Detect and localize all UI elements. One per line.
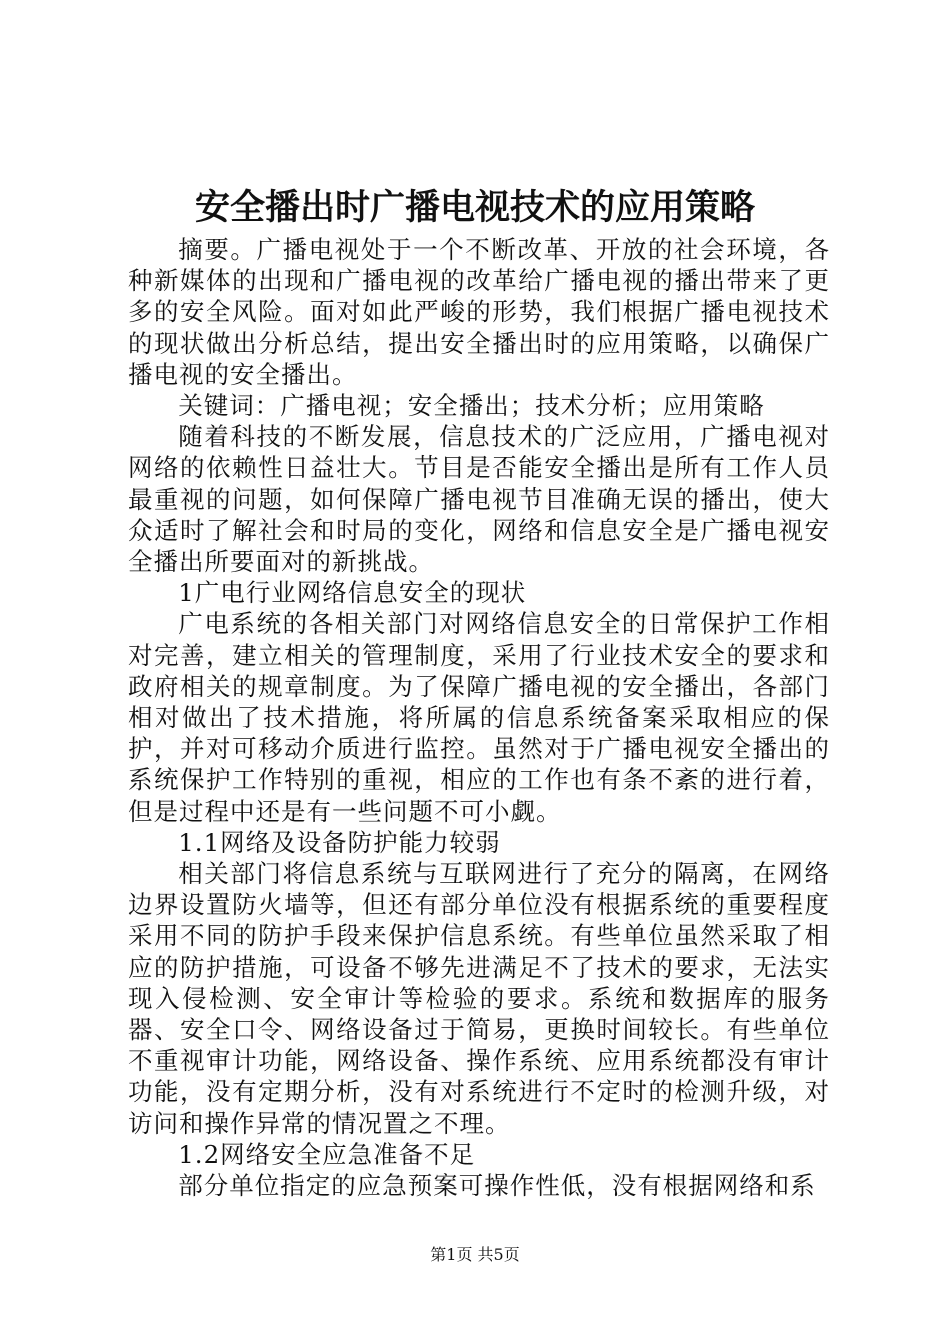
abstract-paragraph: 摘要。广播电视处于一个不断改革、开放的社会环境，各种新媒体的出现和广播电视的改革给广播电视的播出带来了更多的安全风险。面对如此严峻的形势，我们根据广播电视技术的现状做出分析总结，提出安全播出时的应用策略，以确保广播电视的安全播出。 — [128, 235, 830, 389]
section-1-paragraph: 广电系统的各相关部门对网络信息安全的日常保护工作相对完善，建立相关的管理制度，采用了行业技术安全的要求和政府相关的规章制度。为了保障广播电视的安全播出，各部门相对做出了技术措施，将所属的信息系统备案采取相应的保护，并对可移动介质进行监控。虽然对于广播电视安全播出的系统保护工作特别的重视，相应的工作也有条不紊的进行着，但是过程中还是有一些问题不可小觑。 — [128, 609, 830, 826]
section-1-2-paragraph: 部分单位指定的应急预案可操作性低，没有根据网络和系 — [178, 1171, 816, 1201]
section-heading-1-1: 1.1网络及设备防护能力较弱 — [178, 827, 501, 857]
document-title: 安全播出时广播电视技术的应用策略 — [194, 187, 755, 228]
section-heading-1-2: 1.2网络安全应急准备不足 — [178, 1139, 476, 1169]
section-heading-1: 1广电行业网络信息安全的现状 — [178, 578, 527, 608]
document-body — [128, 234, 830, 1201]
intro-paragraph: 随着科技的不断发展，信息技术的广泛应用，广播电视对网络的依赖性日益壮大。节目是否能安全播出是所有工作人员最重视的问题，如何保障广播电视节目准确无误的播出，使大众适时了解社会和时局的变化，网络和信息安全是广播电视安全播出所要面对的新挑战。 — [128, 422, 830, 577]
section-1-1-paragraph: 相关部门将信息系统与互联网进行了充分的隔离，在网络边界设置防火墙等，但还有部分单位没有根据系统的重要程度采用不同的防护手段来保护信息系统。有些单位虽然采取了相应的防护措施，可设备不够先进满足不了技术的要求，无法实现入侵检测、安全审计等检验的要求。系统和数据库的服务器、安全口令、网络设备过于简易，更换时间较长。有些单位不重视审计功能，网络设备、操作系统、应用系统都没有审计功能，没有定期分析，没有对系统进行不定时的检测升级，对访问和操作异常的情况置之不理。 — [128, 859, 830, 1138]
page-footer: 第1页 共5页 — [430, 1245, 520, 1264]
keywords-paragraph: 关键词：广播电视；安全播出；技术分析；应用策略 — [178, 391, 765, 421]
